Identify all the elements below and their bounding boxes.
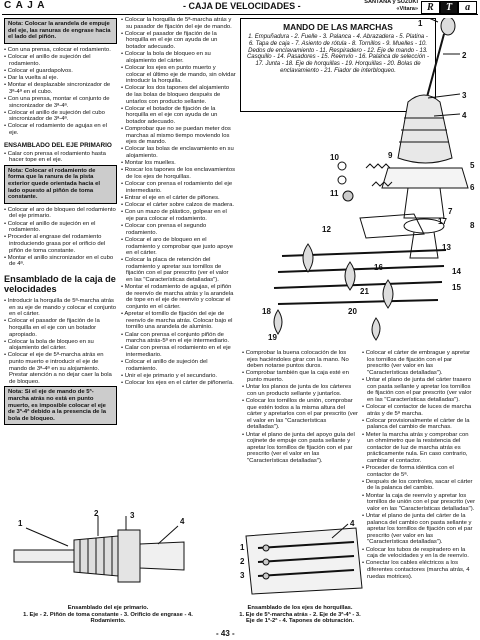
diagram-label-9: 9 [388, 151, 393, 160]
column-1 [4, 17, 117, 428]
forks-label-3: 3 [240, 571, 245, 580]
list-item: • Colocar el pasador de fijación de la horquilla en el eje con ayuda de un botador adecuado. [121, 30, 218, 50]
knob-shape [441, 18, 455, 35]
list-item: • Calar con prensa el conjunto piñón de marcha atrás-5ª en el eje intermediario. [121, 331, 230, 345]
list-item: • Conectar los cables eléctricos a los diferentes contactores (marcha atrás, 4 ruedas motrices). [362, 560, 470, 580]
diagram-label-10: 10 [330, 153, 339, 162]
diagram-label-14: 14 [452, 267, 461, 276]
models-line-2: «Vitara» [396, 5, 418, 12]
steps-list-1 [4, 47, 117, 137]
list-item: • Colocar el botador de fijación de la horquilla en el eje con ayuda de un botador adecuado. [121, 105, 218, 125]
column-3 [242, 350, 358, 465]
list-item: • Introducir la horquilla de 5ª-marcha atrás en su eje de mando y colocar el conjunto en el cárter. [4, 297, 117, 318]
list-item: • Colocar los tornillos de unión, comprobar que estén todos a la misma altura del cárter y apretarlos con el par prescrito (ver el valor en las "Características detalladas"). [242, 397, 358, 431]
list-item: • Colocar la bola de bloqueo en su alojamiento del cárter. [121, 51, 211, 64]
list-item: • Colocar el anillo de sujeción en el rodamiento. [4, 220, 96, 234]
caption-primary-shaft [8, 605, 208, 625]
list-item: • Colocar los dos tapones del alojamiento de las bolas de bloqueo después de untarlos con producto sellante. [121, 85, 230, 105]
list-item: • Colocar los tubos de respiradero en la caja de velocidades y en la de reenvío. [362, 546, 469, 560]
list-item: • Colocar los ejes en punto muerto y colocar el último eje de mando, sin olvidar introducir la horquilla. [121, 64, 236, 85]
list-item: • Untar el plano de junta del cárter trasero con pasta sellante y apretar los tornillos de fijación con el par prescrito (ver valor en las "Características detalladas"). [362, 376, 472, 403]
list-item: • Calar con prensa el rodamiento en el eje intermediario. [121, 345, 231, 358]
forks-label-1: 1 [240, 543, 245, 552]
forks-label-4: 4 [350, 519, 355, 528]
shaft-label-1: 1 [18, 519, 23, 528]
list-item: • Montar la caja de reenvío y apretar los tornillos de unión con el par prescrito (ver valor en las "Características detalladas"). [362, 492, 476, 512]
list-item: • Colocar la bola de bloqueo en su alojamiento del cárter. [4, 338, 94, 352]
legend-title: MANDO DE LAS MARCHAS [283, 22, 393, 32]
steps-list-2 [4, 151, 117, 164]
diagram-label-4: 4 [462, 111, 467, 120]
list-item: • Colocar la horquilla de 5ª-marcha atrás y su pasador de fijación del eje de mando. [121, 17, 232, 30]
models-line-1: SANTANA y SUZUKI [364, 0, 418, 5]
list-item: • Colocar el aro de bloqueo del rodamiento del eje primario. [4, 206, 116, 220]
list-item: • Con un mazo de plástico, golpear en el eje para colocar el rodamiento. [121, 209, 227, 222]
section-title: - CAJA DE VELOCIDADES - [183, 1, 301, 11]
note-neutral-position: Nota: Si el eje de mando de 5ª-marcha atrás no está en punto muerto, es imposible colocar el eje de 3ª-4ª debido a la presencia de la bola de bloqueo. [4, 386, 117, 425]
list-item: • Montar el anillo sincronizador en el cubo de 4ª. [4, 254, 114, 268]
steps-list-col4 [362, 350, 476, 580]
steps-list-3 [4, 207, 117, 268]
shift-forks-diagram [236, 518, 368, 600]
diagram-label-1: 1 [418, 19, 423, 28]
diagram-label-16: 16 [374, 263, 383, 272]
list-item: • Con una prensa, colocar el rodamiento. [4, 46, 111, 53]
diagram-label-2: 2 [462, 51, 467, 60]
list-item: • Proceder al engrase del rodamiento introduciendo grasa por el orificio del piñón de toma constante. [4, 234, 106, 254]
list-item: • Apretar el tornillo de fijación del eje de reenvío de marcha atrás. Colocar bajo el tornillo una arandela de aluminio. [121, 311, 233, 331]
steps-list-4 [4, 298, 117, 386]
models-label [355, 0, 418, 12]
list-item: • Unir el eje primario y el secundario. [121, 372, 218, 379]
shaft-label-2: 2 [94, 510, 99, 518]
list-item: • Calar con prensa el rodamiento hasta hacer tope en el eje. [4, 150, 106, 164]
shaft-label-group [18, 510, 185, 528]
logo-letter-t: T [440, 1, 459, 14]
list-item: • Colocar las bolas de enclavamiento en su alojamiento. [121, 146, 234, 160]
caption-forks [236, 605, 364, 625]
primary-shaft-diagram [8, 510, 198, 602]
list-item: • Colocar el anillo de sujeción del rodamiento. [121, 359, 208, 372]
list-item: • Colocar el aro de bloqueo en el rodamiento y comprobar que justo apoye en el cárter. [121, 236, 234, 257]
list-item: • Comprobar que no se puedan meter dos marchas al mismo tiempo moviendo los ejes de mando. [121, 126, 231, 146]
section-heading-assembly: Ensamblado de la caja de velocidades [4, 273, 116, 294]
list-item: • Con una prensa, montar el conjunto de sincronizador de 3ª-4ª. [4, 95, 110, 109]
caption-forks-text: Ensamblado de los ejes de horquillas. 1. Eje de 5ª-marcha atrás - 2. Eje de 3ª-4ª - 3. Eje de 1ª-2ª - 4. Tapones de obturación. [239, 605, 361, 624]
column-4 [362, 350, 476, 581]
diagram-label-7: 7 [448, 207, 453, 216]
page-number: - 43 - [216, 629, 235, 638]
steps-list-col2 [121, 17, 236, 387]
list-item: • Colocar los ejes en el cárter de piñonería. [121, 380, 234, 387]
list-item: • Untar el plano de junta del apoyo guía del cojinete de empuje con pasta sellante y apretar los tornillos de fijación con el par prescrito (ver el valor en las "Características detalladas"). [242, 431, 355, 464]
diagram-label-15: 15 [452, 283, 461, 292]
column-2 [121, 17, 236, 387]
list-item: • Montar los muelles. [121, 160, 176, 167]
legend-text: 1. Empuñadura - 2. Fuelle - 3. Palanca - 4. Abrazadera - 5. Platina - 6. Tapa de caja - 7. Asiento de rótula - 8. Tornillos - 9. Muelles - 10. Dedos de enclavamiento - 11. Respiradero - 12. Eje de mando - 13. Casquillo - 14. Pasadores - 15. Reenvío - 16. Palanca de selección - 17. Junta - 18. Eje de horquillas - 19. Horquillas - 20. Bolas de enclavamiento - 21. Fiador de interbloqueo. [246, 34, 430, 74]
list-item: • Dar la vuelta al eje. [4, 74, 59, 81]
list-item: • Meter la marcha atrás y comprobar con un ohmímetro que la resistencia del contactor de luz de marcha atrás es prácticamente nula. En caso contrario, cambiar el contactor. [362, 431, 469, 464]
steps-list-col3 [242, 350, 358, 464]
diagram-label-12: 12 [322, 225, 331, 234]
list-item: • Montar el rodamiento de agujas, el piñón de reenvío de marcha atrás y la arandela de tope en el eje de reenvío y colocar el conjunto en el cárter. [121, 284, 234, 311]
list-item: • Colocar el contactor de luces de marcha atrás y de 5ª marcha. [362, 403, 472, 417]
gearshift-exploded-diagram [238, 18, 480, 342]
diagram-label-3: 3 [462, 91, 467, 100]
list-item: • Untar el plano de junta del cárter de la palanca del cambio con pasta sellante y apretar los tornillos de fijación con el par prescrito (ver valor en las "Características detalladas"). [362, 513, 473, 546]
list-item: • Roscar los tapones de los enclavamientos de los ejes de horquillas. [121, 167, 236, 180]
list-item: • Colocar el pasador de fijación de la horquilla en el eje con un botador apropiado. [4, 318, 100, 338]
list-item: • Comprobar también que la caja esté en punto muerto. [242, 370, 349, 383]
list-item: • Colocar el cárter sobre calzos de madera. [121, 202, 235, 209]
list-item: • Colocar con prensa el segundo rodamiento. [121, 223, 207, 236]
diagram-label-8: 8 [470, 221, 475, 230]
shaft-label-4: 4 [180, 517, 185, 526]
list-item: • Colocar con prensa el rodamiento del eje intermediario. [121, 181, 233, 194]
diagram-label-20: 20 [348, 307, 357, 316]
list-item: • Proceder de forma idéntica con el contactor de 5ª. [362, 465, 454, 478]
diagram-label-13: 13 [442, 243, 451, 252]
note-thrust-washer: Nota: Colocar la arandela de empuje del eje, las ranuras de engrase hacia el lado del piñón. [4, 18, 117, 44]
diagram-label-5: 5 [470, 161, 475, 170]
subheading-primary-shaft: ENSAMBLADO DEL EJE PRIMARIO [4, 141, 112, 149]
logo-letter-a: a [458, 1, 477, 14]
shaft-label-3: 3 [130, 511, 135, 520]
list-item: • Colocar el eje de 5ª-marcha atrás en punto muerto e introducir el eje de mando de 3ª-4ª en su alojamiento. Prestar atención a no dejar caer la bola de bloqueo. [4, 352, 112, 385]
header-ribbon: C A J A [4, 0, 46, 11]
list-item: • Colocar provisionalmente el cárter de la palanca del cambio de marchas. [362, 417, 470, 431]
diagram-label-19: 19 [268, 333, 277, 342]
list-item: • Colocar el rodamiento de agujas en el eje. [4, 123, 107, 137]
list-item: • Colocar la placa de retención del rodamiento y apretar sus tornillos de fijación con el par prescrito (ver el valor en las "Características detalladas"). [121, 257, 229, 284]
list-item: • Colocar el guardapolvos. [4, 67, 73, 74]
diagram-label-11: 11 [330, 189, 339, 198]
list-item: • Después de los controles, sacar el cárter de la palanca del cambio. [362, 478, 473, 492]
header-rule [2, 14, 478, 15]
diagram-label-6: 6 [470, 183, 475, 192]
list-item: • Montar el desplazable sincronizador de 3ª-4ª en el cubo. [4, 82, 111, 95]
caption-primary-shaft-text: Ensamblado del eje primario. 1. Eje - 2. Piñón de toma constante - 3. Orificio de engrase - 4. Rodamiento. [23, 605, 193, 624]
diagram-label-18: 18 [262, 307, 271, 316]
diagram-label-21: 21 [360, 287, 369, 296]
diagram-label-17: 17 [438, 217, 447, 226]
list-item: • Colocar el anillo de sujeción del cubo sincronizador de 3ª-4ª. [4, 109, 105, 123]
forks-label-2: 2 [240, 557, 245, 566]
logo-letter-r: R [421, 1, 440, 14]
rta-logo [421, 1, 477, 14]
list-item: • Comprobar la buena colocación de los ejes haciéndoles girar con la mano. No deben notarse puntos duros. [242, 350, 349, 370]
list-item: • Colocar el anillo de sujeción del rodamiento. [4, 53, 91, 67]
list-item: • Untar los planos de junta de los cárteres con un producto sellante y juntarlos. [242, 384, 352, 397]
note-bearing-groove: Nota: Colocar el rodamiento de forma que la ranura de la pista exterior quede orientada hacia el lado opuesto al piñón de toma constante. [4, 165, 117, 204]
list-item: • Colocar el cárter de embrague y apretar los tornillos de fijación con el par prescrito (ver valor en las "Características detalladas"). [362, 350, 471, 376]
list-item: • Entrar el eje en el cárter de piñones. [121, 194, 220, 201]
